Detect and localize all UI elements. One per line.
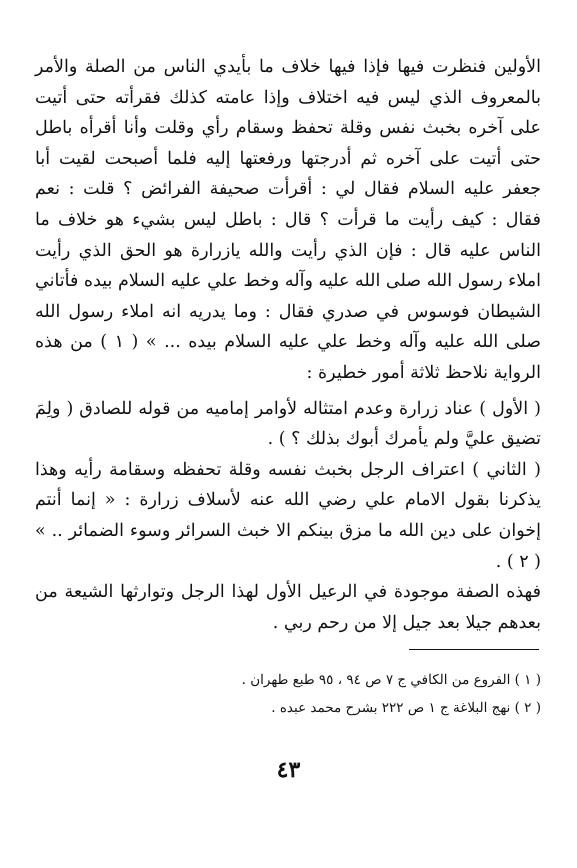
paragraph-second-point: ( الثاني ) اعتراف الرجل بخبث نفسه وقلة تحفظه وسقامة رأيه وهذا يذكرنا بقول الامام علي رضي الله عنه لأسلاف زرارة : « إنما أنتم إخوان على دين الله ما مزق بينكم الا خبث السرائر وسوء الضمائر .. » ( ٢ ) . <box>35 459 541 572</box>
page-number: ٤٣ <box>276 757 301 783</box>
footnotes <box>35 666 541 722</box>
paragraph-first-point: ( الأول ) عناد زرارة وعدم امتثاله لأوامر إماميه من قوله للصادق ( ولِمَ تضيق عليَّ ولم يأمرك أبوك بذلك ؟ ) . <box>35 398 541 450</box>
paragraph-conclusion: فهذه الصفة موجودة في الرعيل الأول لهذا الرجل وتوارثها الشيعة من بعدهم جيلا بعد جيل إلا من رحم ربي . <box>35 582 541 633</box>
footnote-1: ( ١ ) الفروع من الكافي ج ٧ ص ٩٤ ، ٩٥ طبع طهران . <box>241 672 541 688</box>
main-text-block <box>35 52 541 638</box>
footnote-separator <box>409 649 539 650</box>
footnote-2: ( ٢ ) نهج البلاغة ج ١ ص ٢٢٢ بشرح محمد عبده . <box>271 700 541 716</box>
paragraph-narration: الأولين فنظرت فيها فإذا فيها خلاف ما بأيدي الناس من الصلة والأمر بالمعروف الذي ليس فيه اختلاف وإذا عامته كذلك فقرأته حتى أتيت على آخره بخبث نفس وقلة تحفظ وسقام رأي وقلت وأنا أقرأه باطل حتى أتيت على آخره ثم أدرجتها ورفعتها إليه فلما أصبحت لقيت أبا جعفر عليه السلام فقال لي : أقرأت صحيفة الفرائض ؟ قلت : نعم فقال : كيف رأيت ما قرأت ؟ قال : باطل ليس بشيء هو خلاف ما الناس عليه قال : فإن الذي رأيت والله يازرارة هو الحق الذي رأيت املاء رسول الله صلى الله عليه وآله وخط علي عليه السلام بيده فأتاني الشيطان فوسوس في صدري فقال : وما يدريه انه املاء رسول الله صلى الله عليه وآله وخط علي عليه السلام بيده ... » ( ١ ) من هذه الرواية نلاحظ ثلاثة أمور خطيرة : <box>35 57 542 383</box>
